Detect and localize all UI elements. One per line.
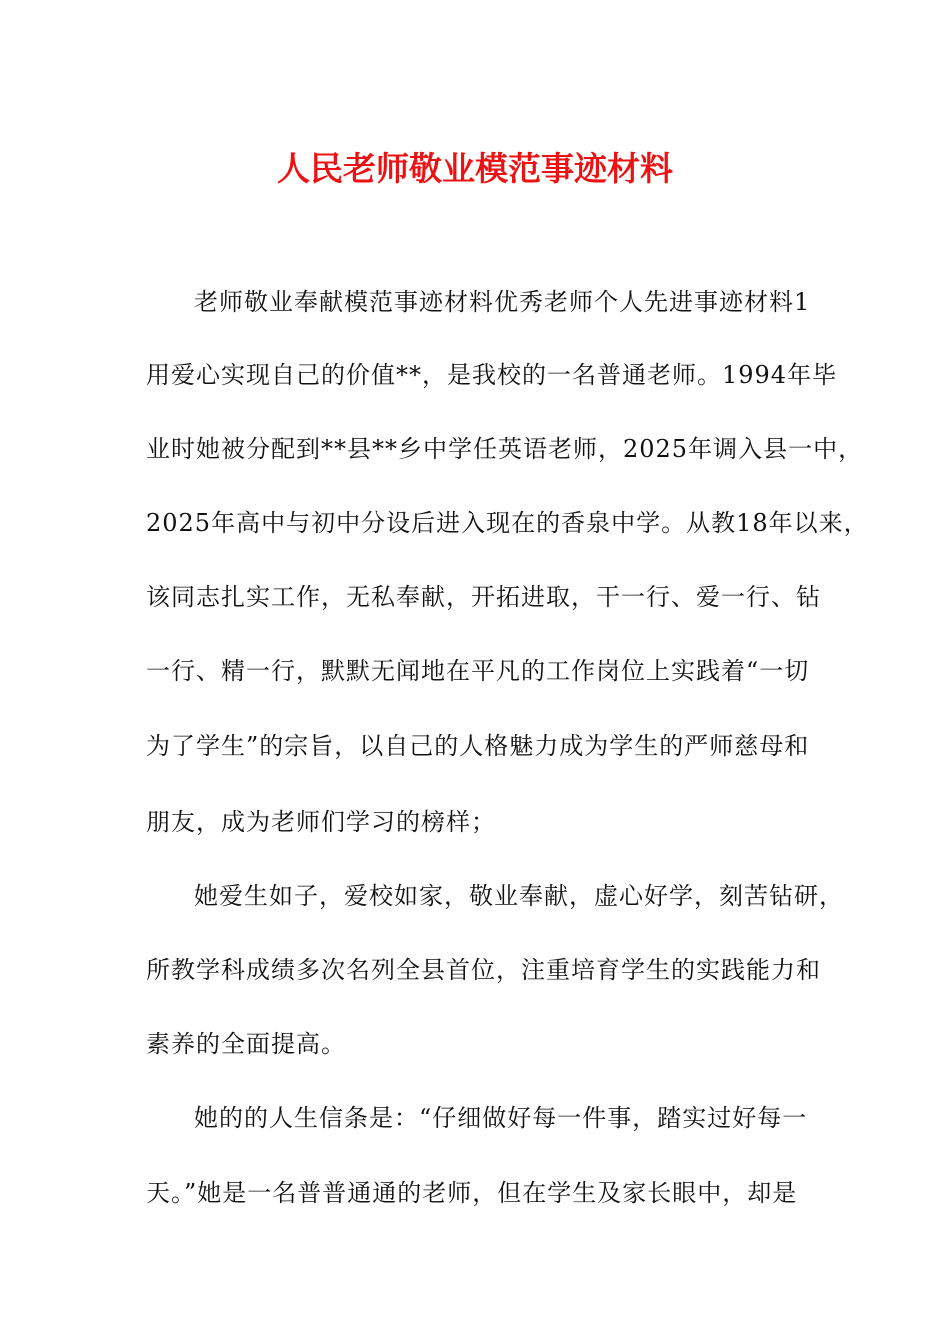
paragraph-line: 2025年高中与初中分设后进入现在的香泉中学。从教18年以来， bbox=[146, 509, 869, 537]
paragraph-line: 她的的人生信条是：“仔细做好每一件事，踏实过好每一 bbox=[194, 1104, 808, 1132]
document-title: 人民老师敬业模范事迹材料 bbox=[277, 149, 673, 188]
paragraph-line: 一行、精一行，默默无闻地在平凡的工作岗位上实践着“一切 bbox=[146, 657, 810, 685]
paragraph-line: 天。”她是一名普普通通的老师，但在学生及家长眼中，却是 bbox=[146, 1179, 798, 1207]
paragraph-line: 用爱心实现自己的价值**，是我校的一名普通老师。1994年毕 bbox=[146, 361, 838, 389]
paragraph-line: 业时她被分配到**县**乡中学任英语老师，2025年调入县一中， bbox=[146, 435, 864, 463]
paragraph-line: 为了学生”的宗旨，以自己的人格魅力成为学生的严师慈母和 bbox=[146, 732, 810, 760]
paragraph-line: 素养的全面提高。 bbox=[146, 1030, 346, 1058]
paragraph-line: 她爱生如子，爱校如家，敬业奉献，虚心好学，刻苦钻研， bbox=[194, 882, 844, 910]
paragraph-line: 所教学科成绩多次名列全县首位，注重培育学生的实践能力和 bbox=[146, 956, 821, 984]
paragraph-line: 老师敬业奉献模范事迹材料优秀老师个人先进事迹材料1 bbox=[194, 288, 811, 316]
paragraph-line: 朋友，成为老师们学习的榜样； bbox=[146, 808, 496, 836]
paragraph-line: 该同志扎实工作，无私奉献，开拓进取，干一行、爱一行、钻 bbox=[146, 583, 821, 611]
